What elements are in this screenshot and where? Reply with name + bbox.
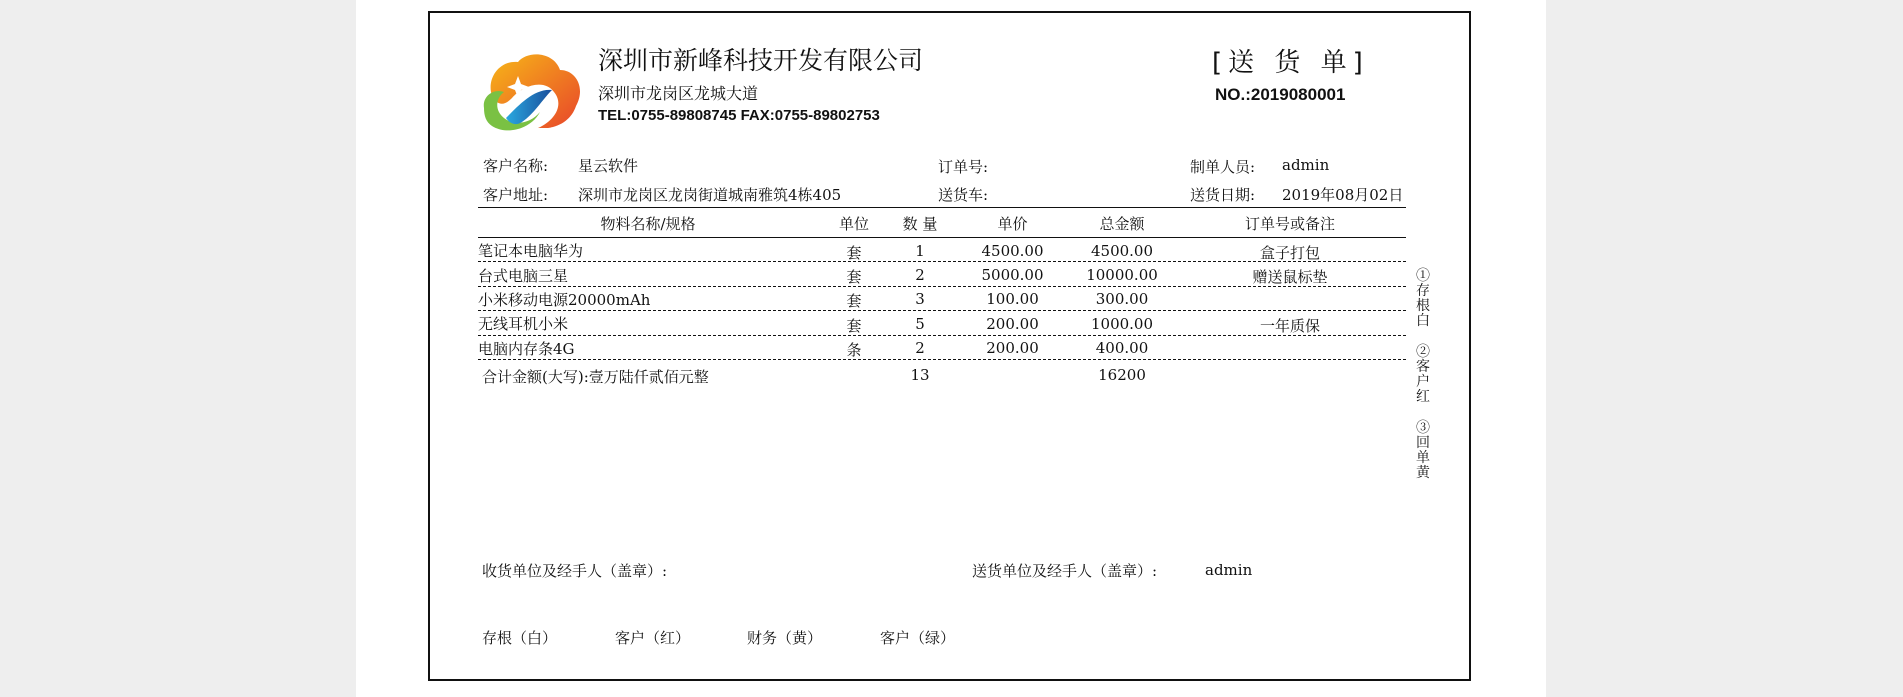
total-amount-in-words: 合计金额(大写):壹万陆仟贰佰元整 xyxy=(482,368,709,386)
item-note: 盒子打包 xyxy=(1259,244,1320,262)
table-header-rule xyxy=(478,237,1406,238)
item-total: 300.00 xyxy=(1095,290,1149,308)
customer-name: 星云软件 xyxy=(578,157,639,175)
col-header-unit: 单位 xyxy=(838,215,869,233)
item-note: 一年质保 xyxy=(1259,317,1320,335)
item-qty: 1 xyxy=(915,242,925,260)
document-title: [送 货 单] xyxy=(1212,48,1369,78)
item-unit: 条 xyxy=(846,341,862,359)
item-total: 10000.00 xyxy=(1086,266,1158,284)
delivery-date-label: 送货日期: xyxy=(1190,186,1256,204)
row-divider xyxy=(478,359,1406,360)
item-note: 赠送鼠标垫 xyxy=(1252,268,1328,286)
col-header-price: 单价 xyxy=(997,215,1028,233)
item-price: 200.00 xyxy=(986,315,1039,333)
row-divider xyxy=(478,310,1406,311)
total-amount: 16200 xyxy=(1098,366,1146,384)
item-total: 400.00 xyxy=(1095,339,1149,357)
delivery-date: 2019年08月02日 xyxy=(1282,186,1404,204)
receiver-signature-label: 收货单位及经手人（盖章）: xyxy=(482,562,668,580)
side-copy-label: ①存根白 xyxy=(1416,268,1430,329)
item-unit: 套 xyxy=(846,268,862,286)
delivery-car-label: 送货车: xyxy=(938,186,989,204)
footer-copy-label: 存根（白） xyxy=(482,629,558,647)
item-total: 4500.00 xyxy=(1090,242,1154,260)
company-logo-icon xyxy=(478,48,588,134)
creator: admin xyxy=(1282,156,1330,174)
item-qty: 5 xyxy=(915,315,925,333)
order-no-label: 订单号: xyxy=(938,158,989,176)
company-address: 深圳市龙岗区龙城大道 xyxy=(598,84,759,103)
sender-signature-label: 送货单位及经手人（盖章）: xyxy=(972,562,1158,580)
item-price: 5000.00 xyxy=(981,266,1044,284)
item-qty: 2 xyxy=(915,339,925,357)
col-header-note: 订单号或备注 xyxy=(1244,215,1335,233)
item-name: 无线耳机小米 xyxy=(478,315,569,333)
company-tel-fax: TEL:0755-89808745 FAX:0755-89802753 xyxy=(598,107,880,124)
col-header-qty: 数 量 xyxy=(902,215,938,233)
item-unit: 套 xyxy=(846,292,862,310)
item-name: 台式电脑三星 xyxy=(478,267,569,285)
item-qty: 3 xyxy=(915,290,925,308)
item-unit: 套 xyxy=(846,244,862,262)
col-header-name: 物料名称/规格 xyxy=(600,215,696,233)
item-price: 4500.00 xyxy=(981,242,1044,260)
item-qty: 2 xyxy=(915,266,925,284)
item-name: 笔记本电脑华为 xyxy=(478,242,584,260)
footer-copy-label: 客户（红） xyxy=(615,629,691,647)
total-qty: 13 xyxy=(910,366,930,384)
customer-address-label: 客户地址: xyxy=(483,186,549,204)
footer-copy-label: 客户（绿） xyxy=(880,629,956,647)
item-total: 1000.00 xyxy=(1090,315,1154,333)
sender-signature: admin xyxy=(1205,561,1253,579)
document-number: NO.:2019080001 xyxy=(1215,85,1346,104)
item-price: 200.00 xyxy=(986,339,1039,357)
side-copy-label: ③回单黄 xyxy=(1416,420,1430,481)
col-header-total: 总金额 xyxy=(1099,215,1145,233)
customer-address: 深圳市龙岗区龙岗街道城南雅筑4栋405 xyxy=(578,186,842,204)
footer-copy-label: 财务（黄） xyxy=(747,629,823,647)
item-name: 小米移动电源20000mAh xyxy=(478,291,651,309)
item-price: 100.00 xyxy=(986,290,1039,308)
item-name: 电脑内存条4G xyxy=(478,340,575,358)
customer-name-label: 客户名称: xyxy=(483,157,549,175)
item-unit: 套 xyxy=(846,317,862,335)
creator-label: 制单人员: xyxy=(1190,158,1256,176)
side-copy-label: ②客户红 xyxy=(1416,344,1430,405)
table-top-rule xyxy=(478,207,1406,208)
company-name: 深圳市新峰科技开发有限公司 xyxy=(598,46,924,75)
